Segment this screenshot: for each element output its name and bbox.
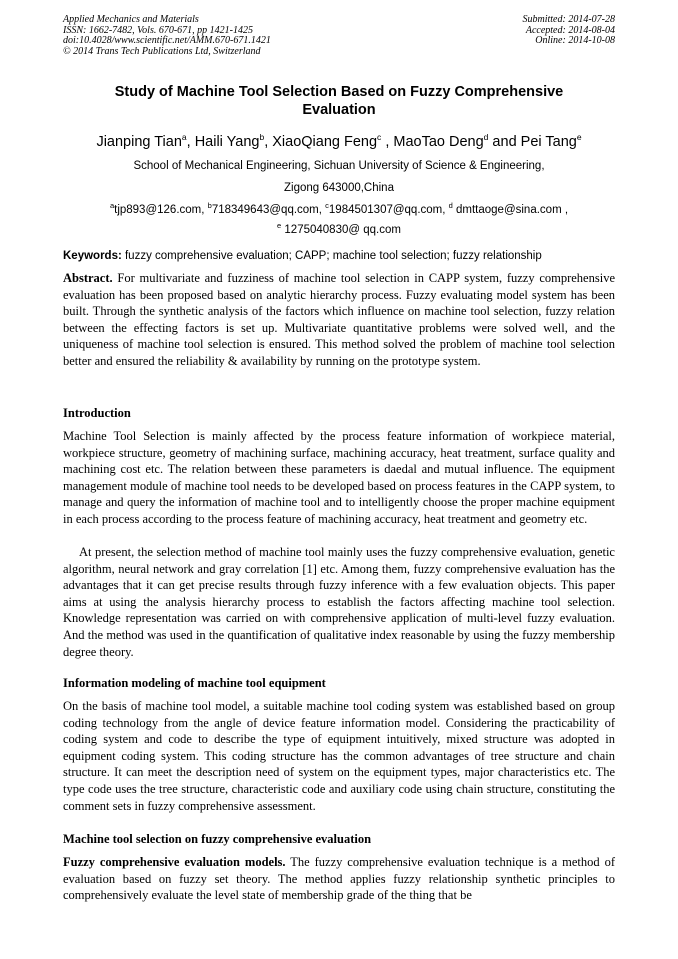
author-name: Haili Yang bbox=[194, 134, 260, 150]
keywords-text: fuzzy comprehensive evaluation; CAPP; machine tool selection; fuzzy relationship bbox=[121, 250, 542, 262]
author-name: MaoTao Deng bbox=[393, 134, 484, 150]
email-mark: e bbox=[277, 221, 282, 231]
selection-paragraph bbox=[63, 854, 615, 904]
abstract-text: For multivariate and fuzziness of machine tool selection in CAPP system, fuzzy comprehensive evaluation has been proposed based on analytic hierarchy process. Fuzzy evaluating model system has been built. Through the synthetic analysis of the factors which influence on machine tool selection, fuzzy relation between the effecting factors is set up. Multivariate quantitative problems were solved well, and the uniqueness of machine tool selection is ensured. This method solved the problem of machine tool selection better and ensured the reliability & availability by running on the prototype system. bbox=[63, 271, 615, 368]
email-address: 718349643@qq.com, bbox=[211, 204, 326, 216]
affiliation-line-1: School of Mechanical Engineering, Sichuan University of Science & Engineering, bbox=[133, 160, 545, 172]
author-mark: d bbox=[483, 132, 489, 143]
introduction-paragraph-1: Machine Tool Selection is mainly affected by the process feature information of workpiece material, workpiece structure, geometry of machining surface, machining accuracy, heat treatment, surface quality and machining cost etc. The relation between these parameters is daedal and mutual influence. The equipment management module of machine tool needs to be developed based on process features in the CAPP system, to manage and query the information of machine tool and to intelligently choose the proper machine equipment in each process according to the process feature of machining accuracy, heat treatment and geometry etc. bbox=[63, 429, 615, 526]
email-line-2 bbox=[60, 223, 618, 237]
date-online: Online: 2014-10-08 bbox=[535, 35, 615, 46]
email-address: tjp893@126.com, bbox=[114, 204, 208, 216]
selection-lead: Fuzzy comprehensive evaluation models. bbox=[63, 855, 286, 869]
selection-text: The fuzzy comprehensive evaluation technique is a method of evaluation based on fuzzy set theory. The method applies fuzzy relationship synthetic principles to comprehensively evaluate the level state of membership grade of the thing that be bbox=[63, 855, 616, 903]
author-name: Pei Tang bbox=[520, 134, 577, 150]
journal-name: Applied Mechanics and Materials bbox=[63, 14, 199, 25]
email-mark: b bbox=[207, 201, 212, 211]
author-mark: a bbox=[181, 132, 187, 143]
email-line-1 bbox=[60, 203, 618, 217]
author-separator: , bbox=[186, 134, 195, 150]
author-mark: e bbox=[576, 132, 582, 143]
email-address: 1984501307@qq.com, bbox=[328, 204, 449, 216]
keywords bbox=[63, 249, 615, 263]
author-separator: , bbox=[264, 134, 273, 150]
email-mark: a bbox=[109, 201, 115, 211]
journal-issn: ISSN: 1662-7482, Vols. 670-671, pp 1421-1425 bbox=[63, 24, 253, 36]
journal-copyright: © 2014 Trans Tech Publications Ltd, Switzerland bbox=[63, 45, 261, 57]
introduction-paragraph-2: At present, the selection method of machine tool mainly uses the fuzzy comprehensive evaluation, genetic algorithm, neural network and gray correlation [1] etc. Among them, fuzzy comprehensive evaluation has the advantages that it can get precise results through fuzzy inference with a few evaluation objects. This paper aims at using the analysis hierarchy process to establish the factors affecting machine tool selection. Knowledge representation was carried on with comprehensive application of multi-level fuzzy evaluation. And the method was used in the quantification of qualitative index reasonable by using the fuzzy membership degree theory. bbox=[63, 545, 615, 659]
email-address: dmttaoge@sina.com , bbox=[452, 204, 569, 216]
section-heading-machine-tool-selection: Machine tool selection on fuzzy comprehensive evaluation bbox=[63, 832, 372, 846]
author-name: Jianping Tian bbox=[96, 134, 182, 150]
affiliation-line-2: Zigong 643000,China bbox=[284, 182, 394, 194]
date-submitted: Submitted: 2014-07-28 bbox=[522, 14, 615, 25]
keywords-label: Keywords: bbox=[63, 250, 122, 262]
abstract-label: Abstract. bbox=[63, 271, 113, 285]
information-modeling-paragraph: On the basis of machine tool model, a suitable machine tool coding system was established based on group coding technology from the angle of device feature information model. Considering the practicability of coding system and code to describe the type of equipment intuitively, mixed structure was adopted in equipment coding system. This coding structure has the common advantages of tree structure and chain structure. It can meet the description need of system on the equipment types, major characteristics etc. The type code uses the tree structure, characteristic code and auxiliary code using chain structure, constituting the comment sets in fuzzy comprehensive assessment. bbox=[63, 699, 615, 813]
paper-title: Study of Machine Tool Selection Based on Fuzzy Comprehensive Evaluation bbox=[114, 84, 564, 118]
section-heading-information-modeling: Information modeling of machine tool equipment bbox=[63, 676, 326, 690]
email-mark: d bbox=[448, 201, 453, 211]
email-mark: c bbox=[325, 201, 329, 211]
author-separator: and bbox=[488, 134, 521, 150]
abstract bbox=[63, 270, 615, 370]
journal-info bbox=[63, 15, 271, 57]
author-mark: c bbox=[377, 132, 382, 143]
author-name: XiaoQiang Feng bbox=[272, 134, 378, 150]
author-list bbox=[40, 132, 638, 152]
section-heading-introduction: Introduction bbox=[63, 406, 131, 420]
journal-doi: doi:10.4028/www.scientific.net/AMM.670-671.1421 bbox=[63, 35, 271, 46]
author-mark: b bbox=[259, 132, 265, 143]
author-separator: , bbox=[381, 134, 394, 150]
publication-dates bbox=[523, 15, 616, 47]
date-accepted: Accepted: 2014-08-04 bbox=[525, 24, 615, 36]
email-address: 1275040830@ qq.com bbox=[281, 224, 401, 236]
